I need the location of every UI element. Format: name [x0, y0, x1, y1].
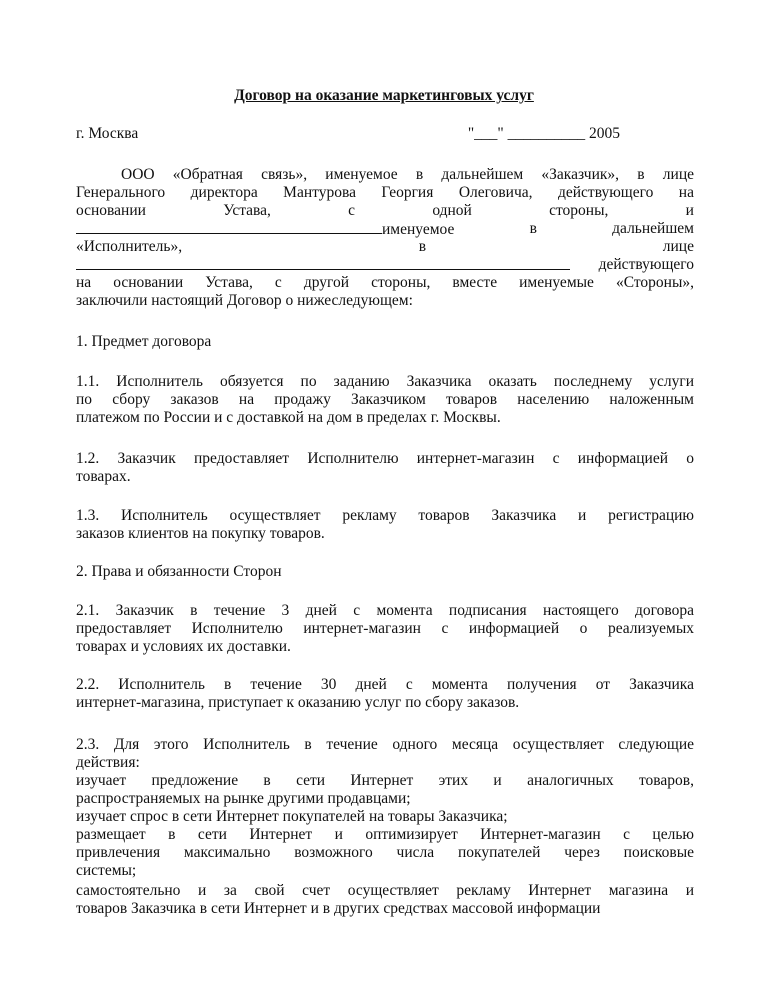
paragraph-line: по сбору заказов на продажу Заказчиком товаров населению наложенным — [76, 391, 694, 408]
paragraph-line: предоставляет Исполнителю интернет-магазин с информацией о реализуемых — [76, 620, 694, 637]
paragraph-line: распространяемых на рынке другими продавцами; — [76, 790, 411, 807]
place-date-line — [76, 125, 694, 143]
paragraph-line: 1.3. Исполнитель осуществляет рекламу товаров Заказчика и регистрацию — [76, 507, 694, 524]
preamble-line: Генерального директора Мантурова Георгия Олеговича, действующего на — [76, 184, 694, 201]
paragraph-line: 1.1. Исполнитель обязуется по заданию Заказчика оказать последнему услуги — [76, 373, 694, 390]
paragraph-line: товарах и условиях их доставки. — [76, 638, 291, 655]
paragraph-line: размещает в сети Интернет и оптимизирует Интернет-магазин с целью — [76, 826, 694, 843]
preamble-line: «Исполнитель», в лице — [76, 238, 694, 255]
paragraph-line: 2.3. Для этого Исполнитель в течение одного месяца осуществляет следующие — [76, 736, 694, 753]
preamble-line: заключили настоящий Договор о нижеследующем: — [76, 292, 413, 309]
paragraph-line: интернет-магазина, приступает к оказанию услуг по сбору заказов. — [76, 694, 520, 711]
section-heading: 2. Права и обязанности Сторон — [76, 563, 282, 580]
blank-line — [76, 256, 570, 270]
contract-date: "___" __________ 2005 — [467, 125, 620, 142]
paragraph-line: 2.1. Заказчик в течение 3 дней с момента подписания настоящего договора — [76, 602, 694, 619]
preamble-line: на основании Устава, с другой стороны, вместе именуемые «Стороны», — [76, 274, 694, 291]
preamble-line: ООО «Обратная связь», именуемое в дальнейшем «Заказчик», в лице — [121, 166, 694, 183]
paragraph-line: изучает предложение в сети Интернет этих и аналогичных товаров, — [76, 772, 694, 789]
city: г. Москва — [76, 125, 139, 142]
paragraph-line: системы; — [76, 862, 137, 879]
paragraph-line: 2.2. Исполнитель в течение 30 дней с момента получения от Заказчика — [76, 676, 694, 693]
paragraph-line: 1.2. Заказчик предоставляет Исполнителю интернет-магазин с информацией о — [76, 450, 694, 467]
blank-line — [76, 220, 382, 234]
section-heading: 1. Предмет договора — [76, 333, 212, 350]
preamble-line: действующего — [76, 256, 694, 274]
paragraph-line: заказов клиентов на покупку товаров. — [76, 525, 325, 542]
preamble-line: основании Устава, с одной стороны, и — [76, 202, 694, 219]
paragraph-line: товаров Заказчика в сети Интернет и в других средствах массовой информации — [76, 900, 601, 917]
paragraph-line: изучает спрос в сети Интернет покупателей на товары Заказчика; — [76, 808, 508, 825]
paragraph-line: товарах. — [76, 468, 131, 485]
paragraph-line: платежом по России и с доставкой на дом в пределах г. Москвы. — [76, 409, 501, 426]
preamble-line: именуемое в дальнейшем — [76, 220, 694, 239]
paragraph-line: действия: — [76, 754, 140, 771]
document-title: Договор на оказание маркетинговых услуг — [234, 87, 534, 104]
paragraph-line: привлечения максимально возможного числа покупателей через поисковые — [76, 844, 694, 861]
paragraph-line: самостоятельно и за свой счет осуществляет рекламу Интернет магазина и — [76, 882, 694, 899]
